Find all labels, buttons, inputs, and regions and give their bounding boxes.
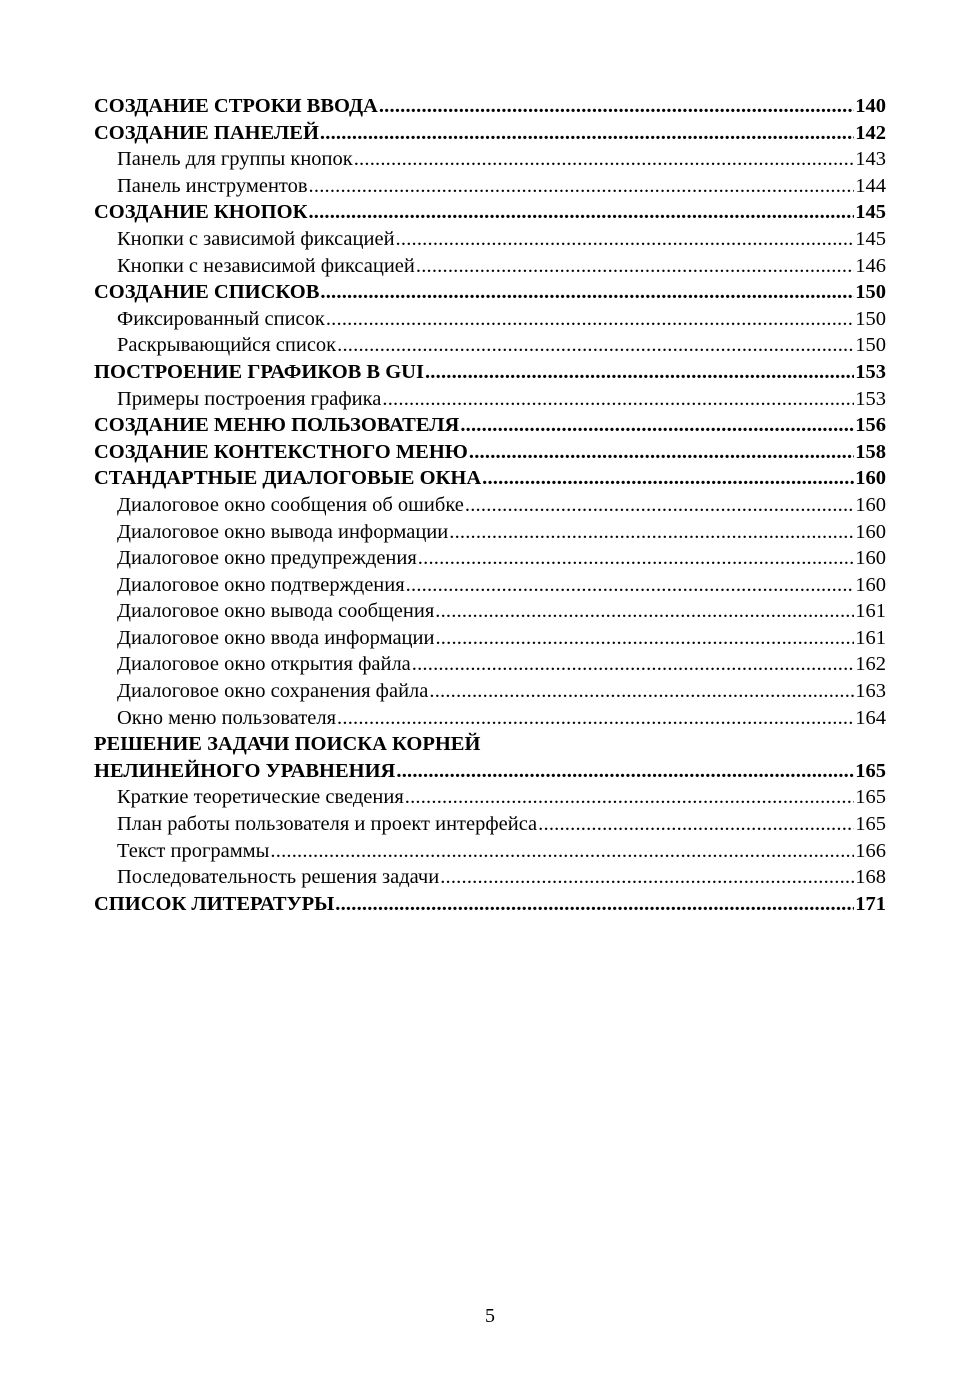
toc-entry-title: Кнопки с зависимой фиксацией (117, 227, 395, 250)
dot-leader (354, 146, 855, 173)
toc-entry (94, 731, 886, 758)
toc-entry-page: 140 (855, 95, 886, 117)
toc-entry-page: 144 (855, 174, 886, 197)
toc-entry-page: 160 (855, 573, 886, 596)
toc-entry (94, 226, 886, 253)
toc-entry (94, 758, 886, 785)
toc-entry (94, 784, 886, 811)
table-of-contents (94, 93, 886, 917)
dot-leader (538, 811, 854, 838)
dot-leader (270, 838, 854, 865)
toc-entry (94, 678, 886, 705)
toc-entry (94, 279, 886, 306)
dot-leader (396, 226, 855, 253)
dot-leader (320, 279, 854, 306)
toc-entry-title: СОЗДАНИЕ КОНТЕКСТНОГО МЕНЮ (94, 440, 468, 463)
dot-leader (379, 93, 854, 120)
dot-leader (425, 359, 854, 386)
toc-entry-page: 156 (855, 414, 886, 437)
toc-entry-page: 161 (855, 600, 886, 623)
toc-entry-title: План работы пользователя и проект интерфейса (117, 813, 538, 836)
toc-entry (94, 651, 886, 678)
toc-entry-page: 168 (855, 866, 886, 889)
dot-leader (326, 306, 854, 333)
toc-entry (94, 811, 886, 838)
toc-entry (94, 545, 886, 572)
toc-entry-title: Диалоговое окно вывода сообщения (117, 600, 435, 623)
toc-entry-page: 146 (855, 254, 886, 277)
toc-entry-title: Панель инструментов (117, 174, 308, 197)
toc-entry-page: 153 (855, 360, 886, 383)
page-number: 5 (485, 1305, 495, 1327)
toc-entry-title: ПОСТРОЕНИЕ ГРАФИКОВ В GUI (94, 360, 424, 383)
dot-leader (337, 705, 854, 732)
toc-entry-page: 163 (855, 680, 886, 703)
dot-leader (405, 784, 855, 811)
dot-leader (435, 625, 854, 652)
dot-leader (465, 492, 854, 519)
dot-leader (337, 332, 854, 359)
toc-entry-title: Диалоговое окно открытия файла (117, 653, 411, 676)
toc-entry (94, 598, 886, 625)
toc-entry-title: НЕЛИНЕЙНОГО УРАВНЕНИЯ (94, 759, 396, 782)
toc-entry (94, 146, 886, 173)
toc-entry-page: 150 (855, 334, 886, 357)
dot-leader (460, 412, 854, 439)
toc-entry-page: 165 (855, 759, 886, 782)
toc-entry-page: 160 (855, 547, 886, 570)
dot-leader (416, 253, 854, 280)
toc-entry-title: Диалоговое окно сохранения файла (117, 680, 429, 703)
toc-entry (94, 199, 886, 226)
toc-entry-page: 160 (855, 493, 886, 516)
toc-entry-page: 160 (855, 467, 886, 490)
toc-entry (94, 625, 886, 652)
toc-entry (94, 705, 886, 732)
dot-leader (412, 651, 854, 678)
toc-entry (94, 838, 886, 865)
dot-leader (469, 439, 854, 466)
dot-leader (308, 199, 854, 226)
toc-entry (94, 492, 886, 519)
toc-entry (94, 572, 886, 599)
toc-entry-page: 165 (855, 813, 886, 836)
dot-leader (320, 120, 854, 147)
dot-leader (429, 678, 854, 705)
toc-entry-page: 142 (855, 121, 886, 144)
toc-entry (94, 439, 886, 466)
dot-leader (396, 758, 854, 785)
toc-entry-title: СОЗДАНИЕ МЕНЮ ПОЛЬЗОВАТЕЛЯ (94, 414, 460, 437)
toc-entry-title: СОЗДАНИЕ СТРОКИ ВВОДА (94, 95, 378, 117)
dot-leader (435, 598, 854, 625)
toc-entry-title: СПИСОК ЛИТЕРАТУРЫ (94, 892, 335, 915)
toc-entry-title: Примеры построения графика (117, 387, 382, 410)
toc-entry (94, 306, 886, 333)
toc-entry-page: 162 (855, 653, 886, 676)
toc-entry-page: 150 (855, 307, 886, 330)
toc-entry-page: 171 (855, 892, 886, 915)
toc-entry-title: Окно меню пользователя (117, 706, 337, 729)
toc-entry (94, 465, 886, 492)
toc-entry-page: 164 (855, 706, 886, 729)
toc-entry-page: 161 (855, 626, 886, 649)
toc-entry-page: 143 (855, 148, 886, 171)
toc-entry-title: СТАНДАРТНЫЕ ДИАЛОГОВЫЕ ОКНА (94, 467, 482, 490)
toc-entry (94, 386, 886, 413)
dot-leader (382, 386, 854, 413)
toc-entry-title: Текст программы (117, 839, 270, 862)
toc-entry-page: 166 (855, 839, 886, 862)
toc-entry-page: 145 (855, 227, 886, 250)
toc-entry (94, 412, 886, 439)
toc-entry-title: Панель для группы кнопок (117, 148, 353, 171)
toc-entry (94, 519, 886, 546)
dot-leader (449, 519, 854, 546)
dot-leader (335, 891, 854, 918)
toc-entry-title: Раскрывающийся список (117, 334, 337, 357)
dot-leader (309, 173, 855, 200)
toc-entry-title: СОЗДАНИЕ ПАНЕЛЕЙ (94, 121, 319, 144)
toc-entry (94, 332, 886, 359)
toc-entry (94, 253, 886, 280)
toc-entry-page: 165 (855, 786, 886, 809)
toc-entry-title: Кнопки с независимой фиксацией (117, 254, 415, 277)
toc-entry (94, 173, 886, 200)
dot-leader (418, 545, 854, 572)
toc-entry-title: Диалоговое окно подтверждения (117, 573, 405, 596)
toc-entry-page: 145 (855, 201, 886, 224)
toc-entry-title: Диалоговое окно ввода информации (117, 626, 435, 649)
toc-entry-page: 153 (855, 387, 886, 410)
dot-leader (440, 864, 854, 891)
toc-entry-title: РЕШЕНИЕ ЗАДАЧИ ПОИСКА КОРНЕЙ (94, 733, 481, 756)
toc-entry (94, 359, 886, 386)
toc-entry-title: Краткие теоретические сведения (117, 786, 404, 809)
toc-entry-title: СОЗДАНИЕ КНОПОК (94, 201, 308, 224)
dot-leader (406, 572, 855, 599)
toc-entry-page: 158 (855, 440, 886, 463)
toc-entry-page: 160 (855, 520, 886, 543)
toc-entry-title: Фиксированный список (117, 307, 325, 330)
toc-entry-title: СОЗДАНИЕ СПИСКОВ (94, 281, 320, 304)
toc-entry-title: Диалоговое окно вывода информации (117, 520, 449, 543)
dot-leader (482, 465, 854, 492)
toc-entry-page: 150 (855, 281, 886, 304)
toc-entry (94, 891, 886, 918)
toc-entry-title: Последовательность решения задачи (117, 866, 440, 889)
toc-entry (94, 120, 886, 147)
toc-entry-title: Диалоговое окно сообщения об ошибке (117, 493, 464, 516)
toc-entry (94, 93, 886, 120)
toc-entry-title: Диалоговое окно предупреждения (117, 547, 417, 570)
toc-entry (94, 864, 886, 891)
